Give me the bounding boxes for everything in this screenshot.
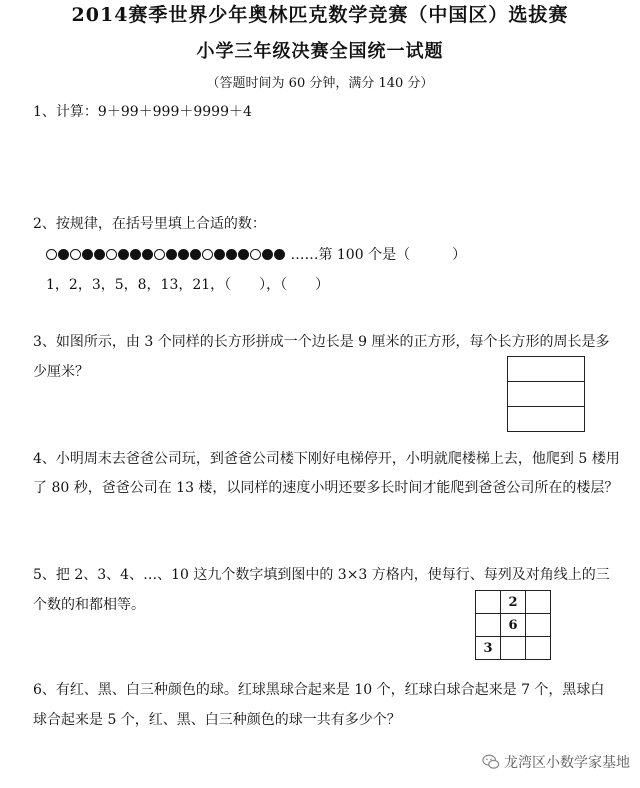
grid-cell	[501, 637, 526, 660]
grid-cell	[476, 614, 501, 637]
grid-cell: 6	[501, 614, 526, 637]
rectangle-divider	[508, 381, 584, 382]
question-4-line2: 了 80 秒，爸爸公司在 13 楼，以同样的速度小明还要多长时间才能爬到爸爸公司所在的楼层？	[33, 480, 619, 496]
black-dot	[58, 249, 69, 260]
watermark-text: 龙湾区小数学家基地	[504, 755, 630, 771]
question-2-sequence: 1，2，3，5，8，13，21，（ ），（ ）	[46, 277, 330, 293]
white-dot	[154, 249, 165, 260]
white-dot	[70, 249, 81, 260]
white-dot	[250, 249, 261, 260]
black-dot	[262, 249, 273, 260]
black-dot	[166, 249, 177, 260]
black-dot	[130, 249, 141, 260]
black-dot	[94, 249, 105, 260]
question-3-line1: 3、如图所示，由 3 个同样的长方形拼成一个边长是 9 厘米的正方形，每个长方形的周长是多	[33, 334, 610, 350]
watermark	[482, 752, 630, 772]
black-dot	[214, 249, 225, 260]
question-2: 2、按规律，在括号里填上合适的数：	[33, 216, 266, 232]
exam-title: 2014赛季世界少年奥林匹克数学竞赛（中国区）选拔赛	[71, 4, 569, 26]
exam-note: （答题时间为 60 分钟，满分 140 分）	[206, 76, 434, 91]
grid-cell	[526, 637, 551, 660]
black-dot	[82, 249, 93, 260]
black-dot	[142, 249, 153, 260]
magic-square-grid	[475, 590, 551, 660]
question-5-line1: 5、把 2、3、4、…、10 这九个数字填到图中的 3×3 方格内，使每行、每列及对角线上的三	[33, 567, 610, 583]
black-dot	[274, 249, 285, 260]
grid-cell: 2	[501, 591, 526, 614]
pattern-suffix: ……第 100 个是（ ）	[290, 247, 467, 263]
grid-cell: 3	[476, 637, 501, 660]
white-dot	[106, 249, 117, 260]
question-6-line2: 球合起来是 5 个，红、黑、白三种颜色的球一共有多少个？	[33, 712, 401, 728]
question-3-line2: 少厘米？	[33, 364, 89, 380]
rectangles-figure	[507, 356, 585, 432]
white-dot	[46, 249, 57, 260]
question-2-pattern-row	[46, 244, 466, 264]
black-dot	[226, 249, 237, 260]
exam-subtitle: 小学三年级决赛全国统一试题	[196, 41, 444, 62]
black-dot	[118, 249, 129, 260]
white-dot	[202, 249, 213, 260]
black-dot	[238, 249, 249, 260]
question-5-line2: 个数的和都相等。	[33, 597, 145, 613]
question-1: 1、计算：9＋99＋999＋9999＋4	[33, 104, 252, 120]
grid-cell	[526, 591, 551, 614]
grid-cell	[526, 614, 551, 637]
dot-pattern	[46, 247, 286, 263]
grid-cell	[476, 591, 501, 614]
question-6-line1: 6、有红、黑、白三种颜色的球。红球黑球合起来是 10 个，红球白球合起来是 7 个，黑球白	[33, 682, 605, 698]
question-4-line1: 4、小明周末去爸爸公司玩，到爸爸公司楼下刚好电梯停开，小明就爬楼梯上去，他爬到 5 楼用	[33, 451, 620, 467]
rectangle-divider	[508, 406, 584, 407]
black-dot	[190, 249, 201, 260]
black-dot	[178, 249, 189, 260]
wechat-icon	[482, 753, 500, 771]
